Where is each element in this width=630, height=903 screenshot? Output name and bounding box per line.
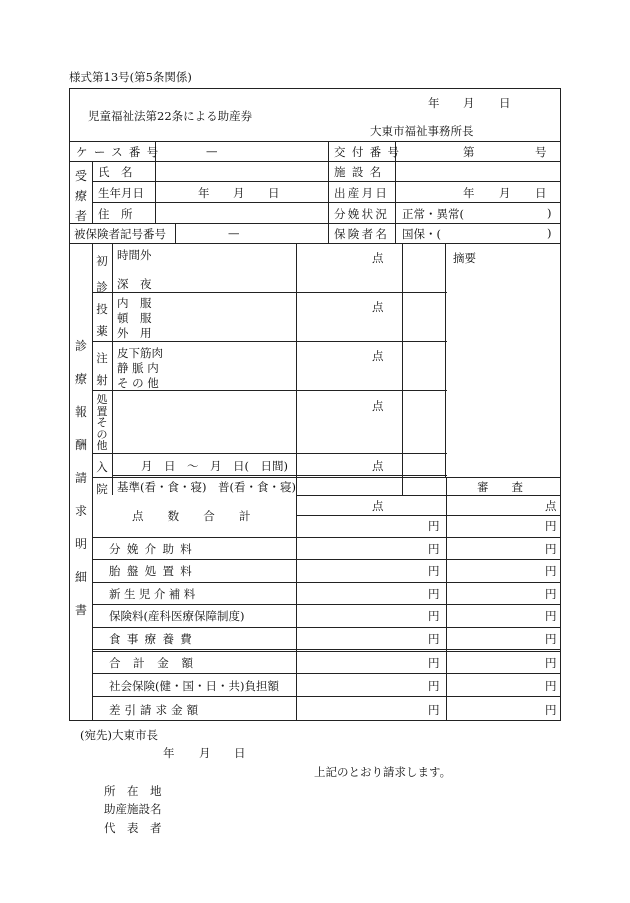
insurer-value: 国保・( xyxy=(402,227,441,241)
addressee: (宛先)大東市長 xyxy=(80,728,158,742)
yen-unit: 円 xyxy=(545,679,557,693)
yen-unit: 円 xyxy=(545,519,557,533)
form-id: 様式第13号(第5条関係) xyxy=(69,70,192,84)
nyuin-period: 月 日 ～ 月 日( 日間) xyxy=(141,459,288,473)
chusha-item: 皮下筋肉 xyxy=(117,346,163,360)
yen-unit: 円 xyxy=(545,703,557,717)
fee-label: 食事療養費 xyxy=(109,632,199,646)
header-day: 日 xyxy=(499,96,511,110)
shochi-label: 処置その他 xyxy=(96,393,108,452)
case-number-value: — xyxy=(206,144,218,158)
yen-unit: 円 xyxy=(428,703,440,717)
yen-unit: 円 xyxy=(545,632,557,646)
issuer: 大東市福祉事務所長 xyxy=(370,124,474,138)
footer-day: 日 xyxy=(234,746,246,760)
issue-number-label: 交付番号 xyxy=(334,145,406,159)
facility-address-label: 所 在 地 xyxy=(104,784,162,798)
facility-name-label: 助産施設名 xyxy=(104,802,162,816)
yen-unit: 円 xyxy=(545,564,557,578)
yen-unit: 円 xyxy=(428,564,440,578)
point-unit: 点 xyxy=(372,251,384,265)
birth-day: 日 xyxy=(535,186,547,200)
yen-unit: 円 xyxy=(428,519,440,533)
toyaku-item: 内 服 xyxy=(117,296,152,310)
insurer-close: ) xyxy=(547,226,552,240)
birth-date-label: 出産月日 xyxy=(334,186,390,200)
shoshin-label: 初診 xyxy=(96,254,108,294)
form-title: 児童福祉法第22条による助産券 xyxy=(88,109,253,123)
facility-label: 施設名 xyxy=(334,165,388,179)
chusha-label: 注射 xyxy=(96,351,108,387)
delivery-value: 正常・異常( xyxy=(402,207,464,221)
issue-number-suffix: 号 xyxy=(535,145,547,159)
chusha-item: そ の 他 xyxy=(117,376,159,390)
toyaku-label: 投薬 xyxy=(96,302,108,338)
fee-label: 胎盤処置料 xyxy=(109,564,199,578)
birth-year: 年 xyxy=(463,186,475,200)
recipient-group-label: 受療者 xyxy=(74,169,87,223)
toyaku-item: 外 用 xyxy=(117,326,152,340)
dob-month: 月 xyxy=(233,186,245,200)
nyuin-label: 入院 xyxy=(96,460,108,496)
yen-unit: 円 xyxy=(545,587,557,601)
representative-label: 代 表 者 xyxy=(104,821,162,835)
review-label: 審 査 xyxy=(477,480,523,494)
shoshin-item: 時間外 xyxy=(117,248,152,262)
point-unit: 点 xyxy=(372,349,384,363)
name-label: 氏 名 xyxy=(98,165,133,179)
fee-label: 合計金額 xyxy=(109,656,206,670)
delivery-close: ) xyxy=(547,206,552,220)
dob-day: 日 xyxy=(268,186,280,200)
case-number-label: ケース番号 xyxy=(76,145,165,159)
fee-label: 分娩介助料 xyxy=(109,542,199,556)
yen-unit: 円 xyxy=(428,609,440,623)
birth-month: 月 xyxy=(499,186,511,200)
yen-unit: 円 xyxy=(428,542,440,556)
insured-number-label: 被保険者記号番号 xyxy=(74,227,166,241)
fee-label: 新生児介補料 xyxy=(109,587,199,601)
footer-month: 月 xyxy=(199,746,211,760)
address-label: 住 所 xyxy=(98,207,133,221)
remarks-label: 摘要 xyxy=(453,251,476,265)
fee-label: 社会保険(健・国・日・共)負担額 xyxy=(109,679,279,693)
point-unit: 点 xyxy=(372,459,384,473)
insured-number-value: — xyxy=(228,226,240,240)
yen-unit: 円 xyxy=(428,632,440,646)
point-unit: 点 xyxy=(372,399,384,413)
yen-unit: 円 xyxy=(428,587,440,601)
toyaku-item: 頓 服 xyxy=(117,311,152,325)
fee-label: 差引請求金額 xyxy=(109,703,203,717)
delivery-label: 分娩状況 xyxy=(334,207,390,221)
dob-label: 生年月日 xyxy=(98,186,144,200)
point-unit: 点 xyxy=(372,499,384,513)
yen-unit: 円 xyxy=(545,542,557,556)
total-points-label: 点 数 合 計 xyxy=(132,509,257,523)
details-group-label: 診療報酬請求明細書 xyxy=(74,339,87,617)
yen-unit: 円 xyxy=(428,656,440,670)
insurer-label: 保険者名 xyxy=(334,227,390,241)
dob-year: 年 xyxy=(198,186,210,200)
point-unit: 点 xyxy=(372,300,384,314)
chusha-item: 静 脈 内 xyxy=(117,361,159,375)
yen-unit: 円 xyxy=(428,679,440,693)
header-month: 月 xyxy=(463,96,475,110)
yen-unit: 円 xyxy=(545,609,557,623)
fee-label: 保険料(産科医療保障制度) xyxy=(109,609,245,623)
shoshin-item: 深 夜 xyxy=(117,277,152,291)
point-unit: 点 xyxy=(545,499,557,513)
header-year: 年 xyxy=(428,96,440,110)
request-statement: 上記のとおり請求します。 xyxy=(314,765,452,779)
nyuin-standard: 基準(看・食・寝) 普(看・食・寝) xyxy=(117,480,296,494)
yen-unit: 円 xyxy=(545,656,557,670)
footer-year: 年 xyxy=(163,746,175,760)
issue-number-prefix: 第 xyxy=(463,145,475,159)
